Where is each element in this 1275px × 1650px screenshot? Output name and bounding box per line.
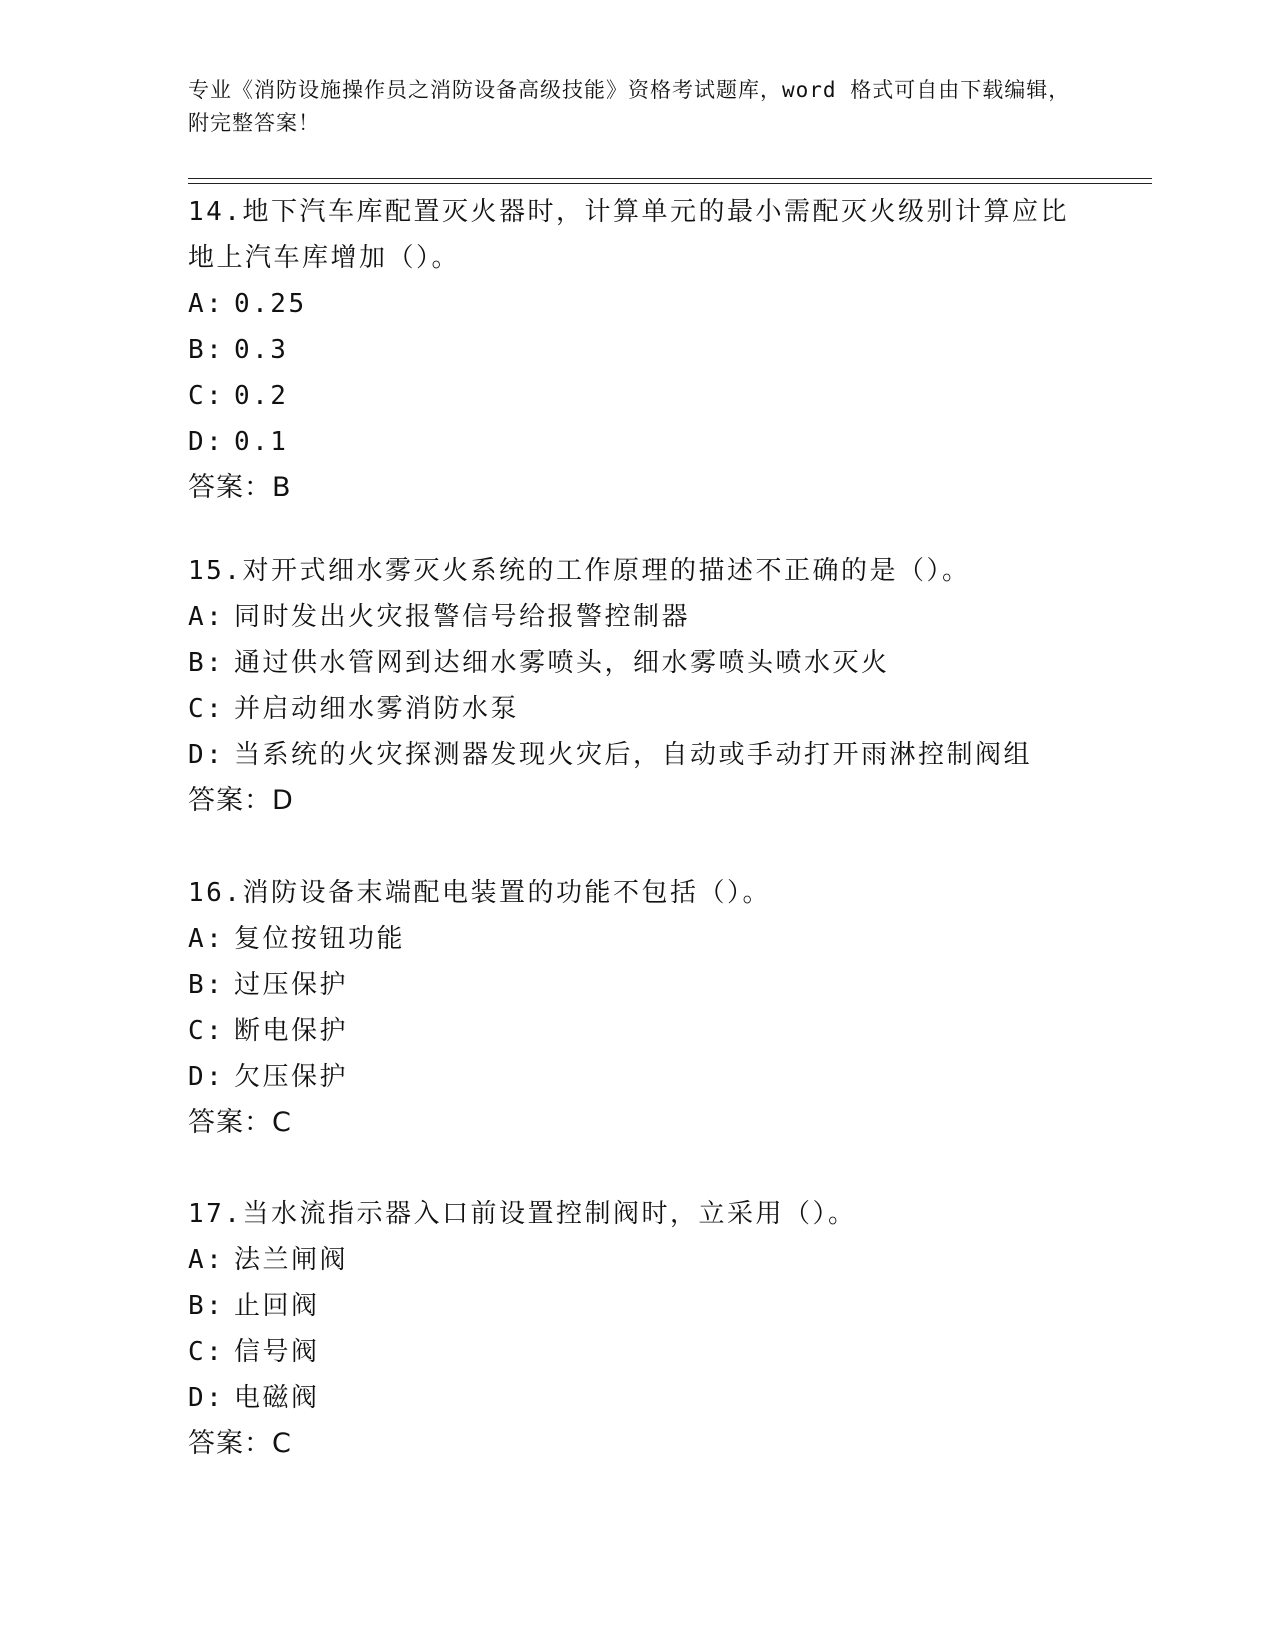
option-text: 0.25 bbox=[234, 289, 307, 319]
option-c bbox=[188, 1329, 1088, 1375]
option-letter: B: bbox=[188, 970, 225, 1000]
option-letter: C: bbox=[188, 1016, 225, 1046]
option-letter: B: bbox=[188, 335, 225, 365]
option-c bbox=[188, 1008, 1088, 1054]
option-text: 同时发出火灾报警信号给报警控制器 bbox=[234, 602, 691, 632]
answer: 答案：C bbox=[188, 1428, 292, 1459]
option-letter: B: bbox=[188, 648, 225, 678]
option-text: 0.3 bbox=[234, 335, 289, 365]
question-stem: 17.当水流指示器入口前设置控制阀时，立采用（）。 bbox=[188, 1199, 857, 1229]
option-text: 当系统的火灾探测器发现火灾后，自动或手动打开雨淋控制阀组 bbox=[234, 740, 1033, 770]
option-text: 通过供水管网到达细水雾喷头，细水雾喷头喷水灭火 bbox=[234, 648, 890, 678]
question-stem: 15.对开式细水雾灭火系统的工作原理的描述不正确的是（）。 bbox=[188, 556, 971, 586]
option-letter: A: bbox=[188, 602, 225, 632]
option-d bbox=[188, 419, 1088, 465]
question-stem: 14.地下汽车库配置灭火器时，计算单元的最小需配灭火级别计算应比地上汽车库增加（）。 bbox=[188, 197, 1069, 273]
option-d bbox=[188, 1054, 1088, 1100]
option-text: 断电保护 bbox=[234, 1016, 349, 1046]
answer: 答案：C bbox=[188, 1107, 292, 1138]
option-letter: C: bbox=[188, 1337, 225, 1367]
option-text: 0.1 bbox=[234, 427, 289, 457]
option-text: 过压保护 bbox=[234, 970, 349, 1000]
option-text: 电磁阀 bbox=[234, 1383, 320, 1413]
question-stem: 16.消防设备末端配电装置的功能不包括（）。 bbox=[188, 878, 771, 908]
option-letter: C: bbox=[188, 381, 225, 411]
option-c bbox=[188, 373, 1088, 419]
option-letter: D: bbox=[188, 1383, 225, 1413]
option-text: 0.2 bbox=[234, 381, 289, 411]
option-d bbox=[188, 732, 1088, 778]
option-letter: A: bbox=[188, 1245, 225, 1275]
option-a bbox=[188, 916, 1088, 962]
option-letter: D: bbox=[188, 1062, 225, 1092]
question-15 bbox=[188, 548, 1088, 824]
option-a bbox=[188, 594, 1088, 640]
question-17 bbox=[188, 1191, 1088, 1467]
option-letter: B: bbox=[188, 1291, 225, 1321]
question-14 bbox=[188, 189, 1088, 511]
option-letter: A: bbox=[188, 924, 225, 954]
option-text: 并启动细水雾消防水泵 bbox=[234, 694, 520, 724]
option-b bbox=[188, 1283, 1088, 1329]
header-rule-bottom bbox=[188, 183, 1152, 184]
option-text: 信号阀 bbox=[234, 1337, 320, 1367]
option-a bbox=[188, 281, 1088, 327]
question-16 bbox=[188, 870, 1088, 1146]
document-header: 专业《消防设施操作员之消防设备高级技能》资格考试题库，word 格式可自由下载编辑，附完整答案！ bbox=[188, 78, 1071, 135]
option-a bbox=[188, 1237, 1088, 1283]
option-b bbox=[188, 962, 1088, 1008]
option-letter: D: bbox=[188, 740, 225, 770]
option-letter: D: bbox=[188, 427, 225, 457]
option-d bbox=[188, 1375, 1088, 1421]
option-b bbox=[188, 640, 1088, 686]
header-rule-top bbox=[188, 178, 1152, 179]
option-text: 止回阀 bbox=[234, 1291, 320, 1321]
option-letter: C: bbox=[188, 694, 225, 724]
option-b bbox=[188, 327, 1088, 373]
option-c bbox=[188, 686, 1088, 732]
answer: 答案：B bbox=[188, 472, 292, 503]
option-text: 法兰闸阀 bbox=[234, 1245, 349, 1275]
option-letter: A: bbox=[188, 289, 225, 319]
option-text: 复位按钮功能 bbox=[234, 924, 406, 954]
option-text: 欠压保护 bbox=[234, 1062, 349, 1092]
answer: 答案：D bbox=[188, 785, 294, 816]
